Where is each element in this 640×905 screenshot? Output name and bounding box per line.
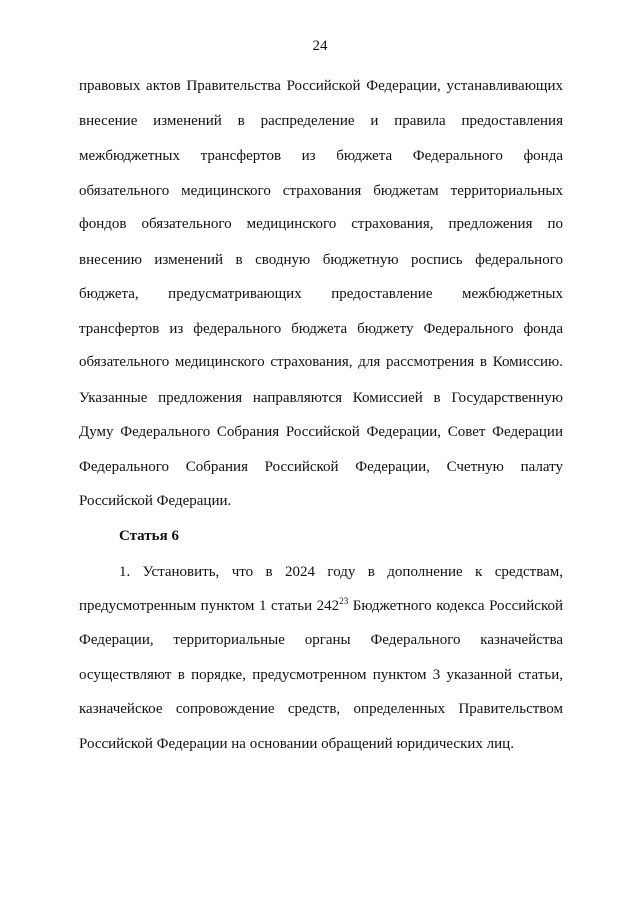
paragraph-line: Указанные предложения направляются Комиссией в Государственную bbox=[79, 390, 563, 406]
paragraph-line: Российской Федерации. bbox=[79, 493, 232, 509]
article-line: казначейское сопровождение средств, определенных Правительством bbox=[79, 701, 563, 717]
article-line: Федерации, территориальные органы Федерального казначейства bbox=[79, 632, 563, 648]
article-heading: Статья 6 bbox=[119, 528, 179, 544]
article-line-with-superscript bbox=[79, 597, 563, 615]
paragraph-line: обязательного медицинского страхования, для рассмотрения в Комиссию. bbox=[79, 354, 563, 370]
paragraph-line: трансфертов из федерального бюджета бюджету Федерального фонда bbox=[79, 321, 563, 337]
page-number: 24 bbox=[312, 38, 328, 54]
paragraph-line: внесение изменений в распределение и правила предоставления bbox=[79, 113, 563, 129]
article-text-fragment: Бюджетного кодекса Российской bbox=[348, 598, 564, 614]
article-line: Российской Федерации на основании обращений юридических лиц. bbox=[79, 736, 514, 752]
paragraph-line: бюджета, предусматривающих предоставление межбюджетных bbox=[79, 286, 563, 302]
article-line: осуществляют в порядке, предусмотренном пунктом 3 указанной статьи, bbox=[79, 667, 563, 683]
paragraph-line: Федерального Собрания Российской Федерации, Счетную палату bbox=[79, 459, 563, 475]
paragraph-line: обязательного медицинского страхования бюджетам территориальных bbox=[79, 183, 563, 199]
paragraph-line: внесению изменений в сводную бюджетную роспись федерального bbox=[79, 252, 563, 268]
article-line: 1. Установить, что в 2024 году в дополнение к средствам, bbox=[119, 564, 563, 580]
paragraph-line: межбюджетных трансфертов из бюджета Федерального фонда bbox=[79, 148, 563, 164]
paragraph-line: Думу Федерального Собрания Российской Федерации, Совет Федерации bbox=[79, 424, 563, 440]
article-text-fragment: предусмотренным пунктом 1 статьи 242 bbox=[79, 598, 340, 614]
paragraph-line: правовых актов Правительства Российской Федерации, устанавливающих bbox=[79, 78, 563, 94]
superscript-number: 23 bbox=[339, 596, 349, 606]
paragraph-line: фондов обязательного медицинского страхования, предложения по bbox=[79, 216, 563, 232]
